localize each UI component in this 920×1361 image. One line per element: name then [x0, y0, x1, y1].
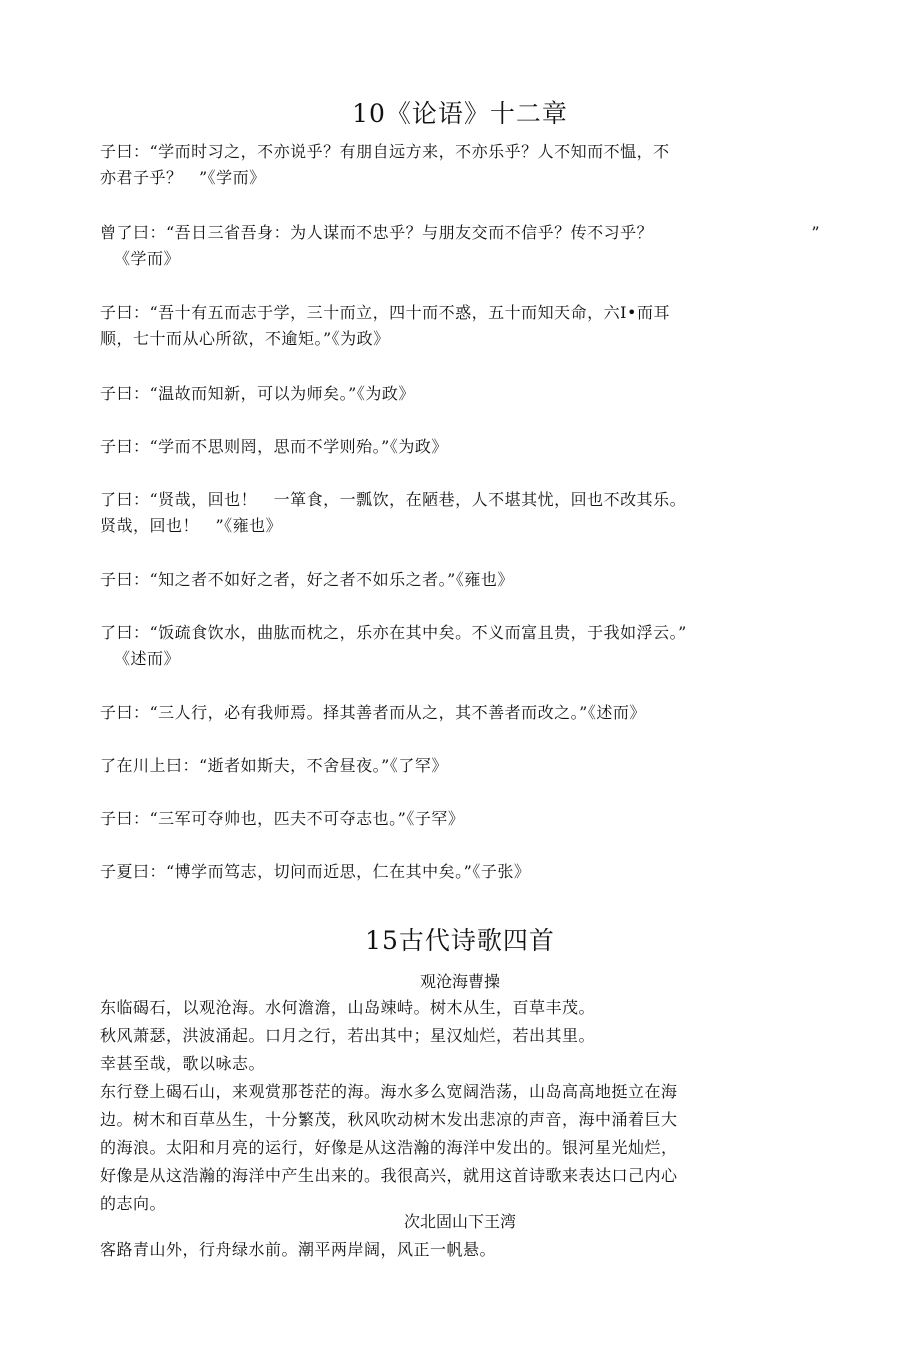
translation-line: 边。树木和百草丛生，十分繁茂，秋风吹动树木发出悲凉的声音，海中涌着巨大 [100, 1110, 678, 1129]
passage-11 [100, 806, 820, 832]
passage-line: 了曰：“饭疏食饮水，曲肱而枕之，乐亦在其中矣。不义而富且贵，于我如浮云。” [100, 623, 687, 642]
passage-line: 子曰：“知之者不如好之者，好之者不如乐之者。”《雍也》 [100, 570, 514, 589]
passage-8 [100, 620, 820, 672]
poem-title-ci-bei-gu-shan: 次北固山下王湾 [403, 1212, 516, 1231]
passage-line: 贤哉，回也！ ”《雍也》 [100, 516, 283, 535]
passage-line: 子曰：“三人行，必有我师焉。择其善者而从之，其不善者而改之。”《述而》 [100, 703, 646, 722]
passage-line: 子夏曰：“博学而笃志，切问而近思，仁在其中矣。”《子张》 [100, 862, 531, 881]
translation-line: 的海浪。太阳和月亮的运行，好像是从这浩瀚的海洋中发出的。银河星光灿烂， [100, 1138, 678, 1157]
passage-line: 子曰：“吾十有五而志于学，三十而立，四十而不惑，五十而知天命，六I•而耳 [100, 303, 670, 322]
passage-7 [100, 567, 820, 593]
poem-line: 东临碣石，以观沧海。水何澹澹，山岛竦峙。树木从生，百草丰茂。 [100, 998, 596, 1017]
passage-line: 《述而》 [114, 649, 181, 668]
passage-2 [100, 220, 820, 272]
section-title-ancient-poems: 15古代诗歌四首 [365, 926, 555, 955]
passage-9 [100, 700, 820, 726]
passage-4 [100, 381, 820, 407]
section-title-analects: 10《论语》十二章 [352, 99, 568, 128]
translation-line: 的志向。 [100, 1194, 167, 1213]
poem-title-guan-cang-hai: 观沧海曹操 [419, 972, 500, 991]
passage-3 [100, 300, 820, 352]
passage-line: 子曰：“三军可夺帅也，匹夫不可夺志也。”《子罕》 [100, 809, 465, 828]
poem-line: 幸甚至哉，歌以咏志。 [100, 1054, 266, 1073]
poem-line: 秋风萧瑟，洪波涌起。口月之行，若出其中；星汉灿烂，若出其里。 [100, 1026, 596, 1045]
passage-line: 曾了曰：“吾日三省吾身：为人谋而不忠乎？与朋友交而不信乎？传不习乎？ [100, 223, 654, 242]
passage-line: 亦君子乎？ ”《学而》 [100, 168, 266, 187]
passage-5 [100, 434, 820, 460]
passage-line: 《学而》 [114, 249, 181, 268]
passage-6 [100, 487, 820, 539]
closing-quote: ” [811, 223, 820, 242]
passage-10 [100, 753, 820, 779]
translation-line: 好像是从这浩瀚的海洋中产生出来的。我很高兴，就用这首诗歌来表达口己内心 [100, 1166, 678, 1185]
passage-1 [100, 139, 820, 191]
translation-line: 东行登上碣石山，来观赏那苍茫的海。海水多么宽阔浩荡，山岛高高地挺立在海 [100, 1082, 678, 1101]
poem-body-ci-bei-gu-shan [100, 1236, 820, 1264]
poem-body-guan-cang-hai [100, 994, 820, 1218]
passage-line: 子曰：“温故而知新，可以为师矣。”《为政》 [100, 384, 415, 403]
passage-12 [100, 859, 820, 885]
passage-line: 子曰：“学而时习之，不亦说乎？有朋自远方来，不亦乐乎？人不知而不愠，不 [100, 142, 670, 161]
passage-line: 了在川上曰：“逝者如斯夫，不舍昼夜。”《了罕》 [100, 756, 448, 775]
passage-line: 了曰：“贤哉，回也！ 一箪食，一瓢饮，在陋巷，人不堪其忧，回也不改其乐。 [100, 490, 687, 509]
passage-line: 顺，七十而从心所欲，不逾矩。”《为政》 [100, 329, 390, 348]
passage-line: 子曰：“学而不思则罔，思而不学则殆。”《为政》 [100, 437, 448, 456]
poem-line: 客路青山外，行舟绿水前。潮平两岸阔，风正一帆悬。 [100, 1240, 497, 1259]
